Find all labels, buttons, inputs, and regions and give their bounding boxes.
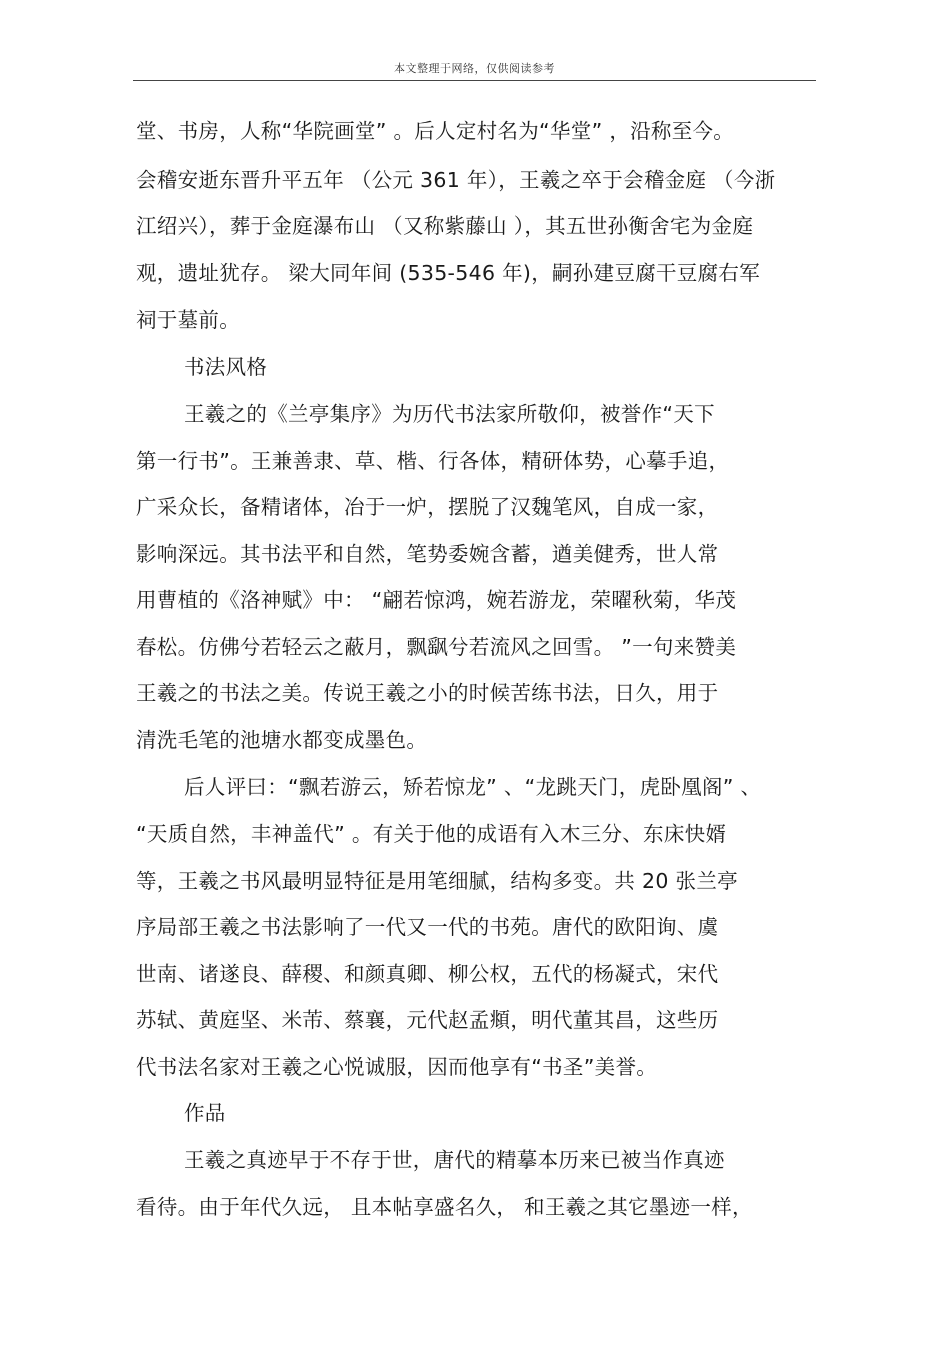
text-line: 堂、书房，人称“华院画堂” 。后人定村名为“华堂” ，沿称至今。 bbox=[136, 119, 735, 143]
text-line: 春松。仿佛兮若轻云之蔽月，飘飖兮若流风之回雪。 ”一句来赞美 bbox=[136, 635, 737, 659]
text-line: 江绍兴），葬于金庭瀑布山 （又称紫藤山 ），其五世孙衡舍宅为金庭 bbox=[136, 214, 754, 238]
text-line: 苏轼、黄庭坚、米芾、蔡襄，元代赵孟頫，明代董其昌，这些历 bbox=[136, 1008, 719, 1032]
text-line: 等，王羲之书风最明显特征是用笔细腻，结构多变。共 20 张兰亭 bbox=[136, 869, 738, 893]
text-line: 序局部王羲之书法影响了一代又一代的书苑。唐代的欧阳询、虞 bbox=[136, 915, 719, 939]
text-line: 清洗毛笔的池塘水都变成墨色。 bbox=[136, 728, 428, 752]
text-line: 世南、诸遂良、薛稷、和颜真卿、柳公权，五代的杨凝式，宋代 bbox=[136, 962, 719, 986]
section-heading-calligraphy-style: 书法风格 bbox=[184, 355, 268, 379]
text-line: 祠于墓前。 bbox=[136, 308, 240, 332]
header-divider bbox=[133, 80, 816, 81]
text-line: 会稽安逝东晋升平五年 （公元 361 年），王羲之卒于会稽金庭 （今浙 bbox=[136, 168, 776, 192]
text-line: 影响深远。其书法平和自然，笔势委婉含蓄，遒美健秀，世人常 bbox=[136, 542, 719, 566]
text-line: 广采众长，备精诸体，冶于一炉，摆脱了汉魏笔风，自成一家， bbox=[136, 495, 719, 519]
text-line: 王羲之的书法之美。传说王羲之小的时候苦练书法，日久，用于 bbox=[136, 681, 719, 705]
text-line: “天质自然，丰神盖代” 。有关于他的成语有入木三分、东床快婿 bbox=[136, 822, 727, 846]
text-line: 王羲之真迹早于不存于世，唐代的精摹本历来已被当作真迹 bbox=[184, 1148, 725, 1172]
text-line: 用曹植的《洛神赋》中： “翩若惊鸿，婉若游龙，荣曜秋菊，华茂 bbox=[136, 588, 737, 612]
text-line: 观，遗址犹存。 梁大同年间 (535-546 年)，嗣孙建豆腐干豆腐右军 bbox=[136, 261, 760, 285]
page-header-notice: 本文整理于网络，仅供阅读参考 bbox=[394, 62, 555, 75]
text-line: 王羲之的《兰亭集序》为历代书法家所敬仰，被誉作“天下 bbox=[184, 402, 715, 426]
text-line: 后人评曰：“飘若游云，矫若惊龙” 、“龙跳天门，虎卧凰阁” 、 bbox=[184, 775, 762, 799]
text-line: 代书法名家对王羲之心悦诚服，因而他享有“书圣”美誉。 bbox=[136, 1055, 658, 1079]
text-line: 看待。由于年代久远， 且本帖享盛名久， 和王羲之其它墨迹一样， bbox=[136, 1195, 753, 1219]
section-heading-works: 作品 bbox=[184, 1101, 226, 1125]
text-line: 第一行书”。王兼善隶、草、楷、行各体，精研体势，心摹手追， bbox=[136, 449, 730, 473]
